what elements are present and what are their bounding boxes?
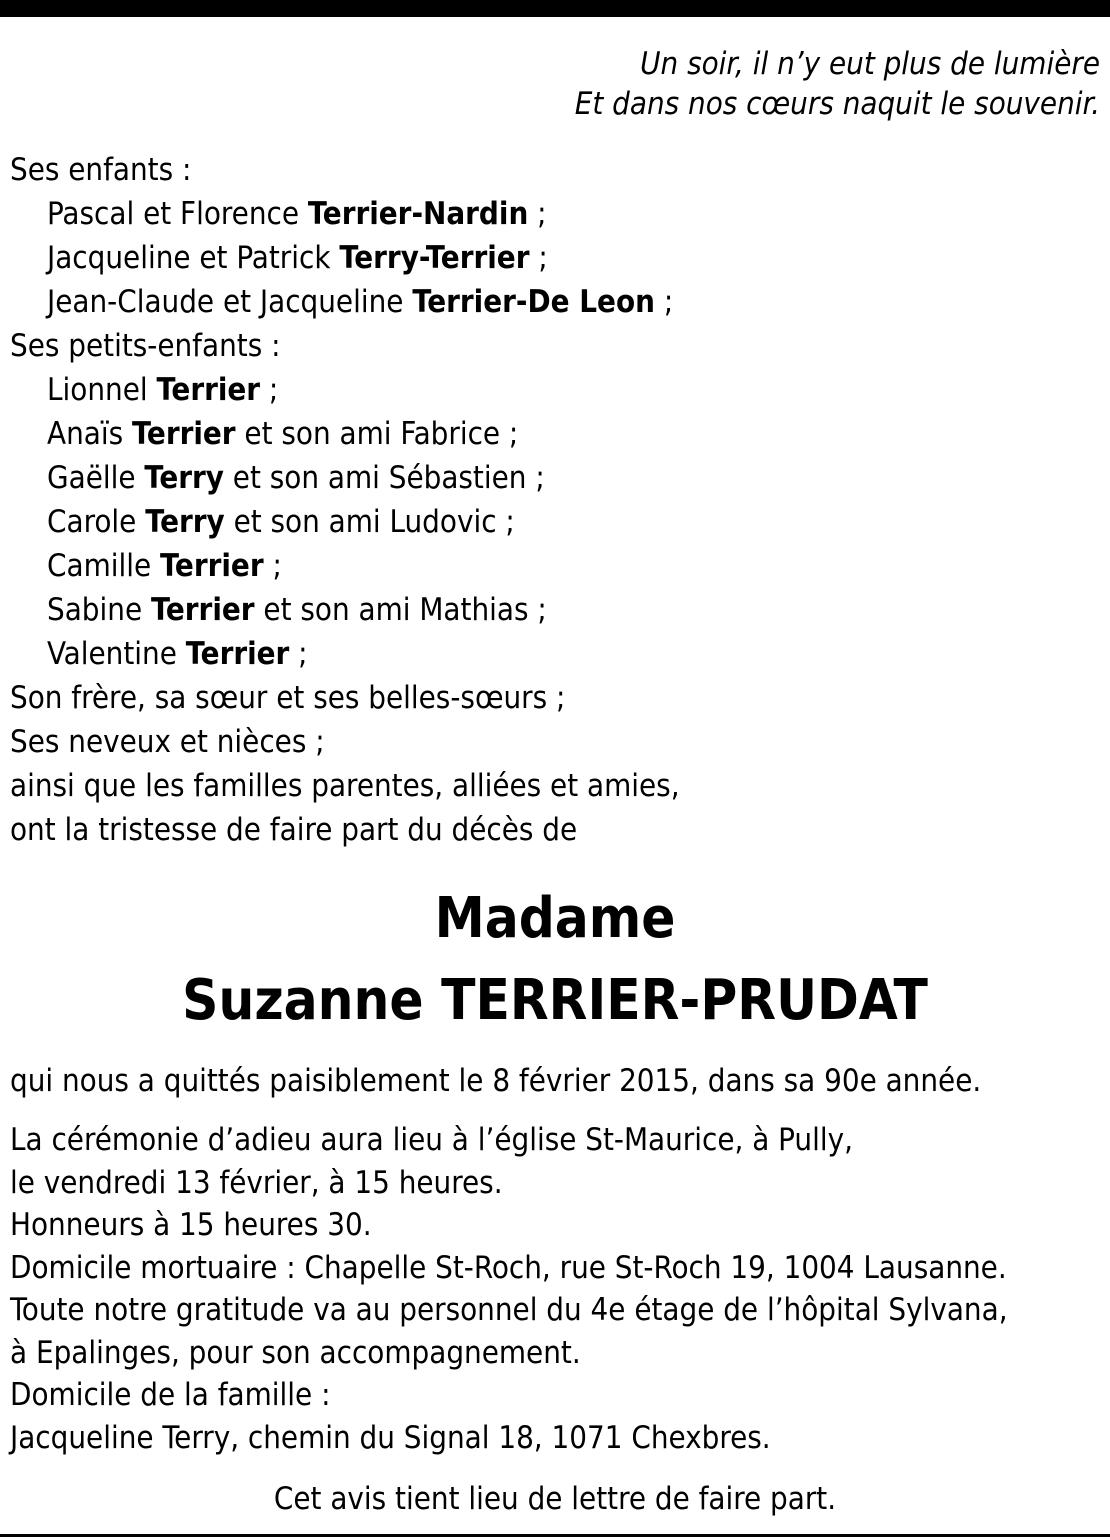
grandchild-entry: Gaëlle Terry et son ami Sébastien ; [47,460,545,496]
grandchild-entry: Carole Terry et son ami Ludovic ; [47,504,515,540]
child-entry: Jean-Claude et Jacqueline Terrier-De Leon ; [47,284,674,320]
family-list [10,148,680,852]
nephews-line: Ses neveux et nièces ; [10,724,325,760]
poem-line-1: Un soir, il n’y eut plus de lumière [640,46,1100,82]
deceased-name-block [0,878,1110,1042]
ceremony-line: Domicile de la famille : [10,1377,331,1413]
grandchild-entry: Anaïs Terrier et son ami Fabrice ; [47,416,519,452]
announcement-line: ont la tristesse de faire part du décès de [10,812,578,848]
child-entry: Jacqueline et Patrick Terry-Terrier ; [47,240,548,276]
epigraph-poem [575,44,1100,124]
closing-note: Cet avis tient lieu de lettre de faire part. [273,1481,837,1517]
deceased-title: Madame [434,886,676,951]
child-entry: Pascal et Florence Terrier-Nardin ; [47,196,547,232]
poem-line-2: Et dans nos cœurs naquit le souvenir. [574,86,1100,122]
grandchild-entry: Sabine Terrier et son ami Mathias ; [47,592,547,628]
deceased-name: Suzanne TERRIER-PRUDAT [182,968,928,1033]
ceremony-line: Honneurs à 15 heures 30. [10,1207,372,1243]
grandchild-entry: Valentine Terrier ; [47,636,308,672]
ceremony-line: le vendredi 13 février, à 15 heures. [10,1164,503,1201]
children-heading: Ses enfants : [10,152,192,188]
families-line: ainsi que les familles parentes, alliées et amies, [10,768,680,804]
grandchild-entry: Camille Terrier ; [47,548,282,584]
siblings-line: Son frère, sa sœur et ses belles-sœurs ; [10,680,566,716]
bottom-border-rule [0,1534,1110,1537]
grandchild-entry: Lionnel Terrier ; [47,372,279,408]
top-border-rule [0,0,1110,17]
passing-line: qui nous a quittés paisiblement le 8 février 2015, dans sa 90e année. [10,1063,982,1099]
ceremony-line: Jacqueline Terry, chemin du Signal 18, 1071 Chexbres. [10,1419,771,1456]
passing-statement [10,1060,981,1103]
ceremony-line: La cérémonie d’adieu aura lieu à l’église St-Maurice, à Pully, [10,1122,853,1158]
ceremony-line: Domicile mortuaire : Chapelle St-Roch, rue St-Roch 19, 1004 Lausanne. [10,1249,1007,1286]
ceremony-line: Toute notre gratitude va au personnel du 4e étage de l’hôpital Sylvana, [10,1292,1008,1328]
ceremony-line: à Epalinges, pour son accompagnement. [10,1334,581,1371]
grandchildren-heading: Ses petits-enfants : [10,328,281,364]
ceremony-details [10,1119,1008,1459]
